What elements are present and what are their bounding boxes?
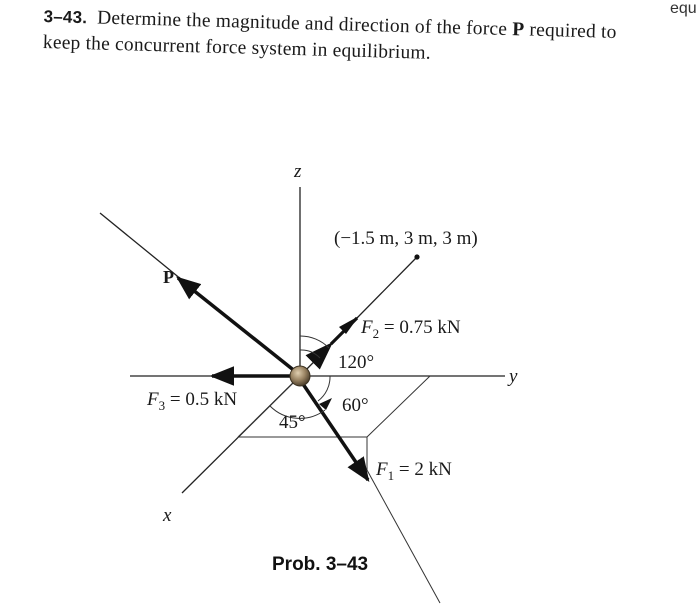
point-coordinates: (−1.5 m, 3 m, 3 m) [334,228,478,249]
force-f1-subscript: 1 [387,468,395,483]
force-f3-value: = 0.5 kN [165,389,238,410]
problem-caption: Prob. 3–43 [272,554,369,575]
angle-45-label: 45° [279,412,306,433]
force-f3-subscript: 3 [158,398,166,413]
problem-text-part-1: Determine the magnitude and direction of the force [96,7,513,41]
angle-60-label: 60° [342,395,369,416]
problem-text-part-2: required to keep the concurrent force system in equilibrium. [42,19,617,64]
force-p-symbol: P [511,19,525,41]
force-f2-subscript: 2 [372,326,380,341]
force-f2-value: = 0.75 kN [379,317,461,338]
point-marker [414,254,419,259]
z-axis-label: z [294,161,302,182]
force-f2-symbol: F [361,317,373,338]
angle-arc-60 [318,376,330,401]
angle-arc-120b [300,336,329,348]
force-f1-label [375,459,452,483]
force-f1-symbol: F [376,459,388,480]
force-p-arrow [178,278,296,372]
force-f1-value: = 2 kN [394,459,452,480]
particle-ball [290,366,310,386]
force-p-label: P [163,267,174,287]
force-f3-label [146,389,237,413]
problem-number: 3–43. [43,6,88,28]
cropped-corner-text: equ [670,0,697,17]
y-axis-label: y [509,366,518,387]
angle-120-label: 120° [338,352,375,373]
angle-arc-120 [300,350,320,358]
force-f3-symbol: F [147,389,159,410]
force-f2-label [360,317,461,341]
x-axis-label: x [163,505,172,526]
